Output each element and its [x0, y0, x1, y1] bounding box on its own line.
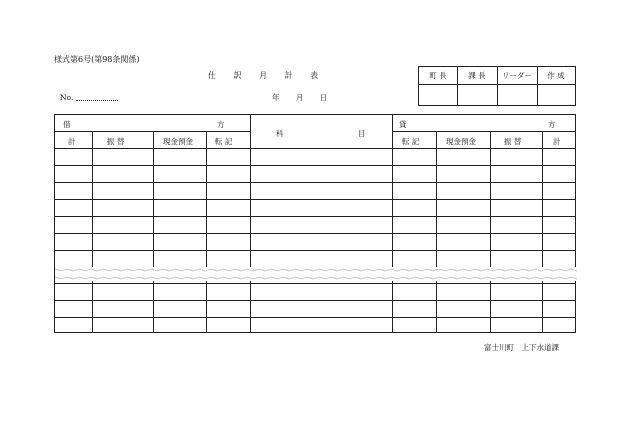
- month-label: 月: [295, 93, 306, 102]
- ledger-row-line: [55, 148, 575, 149]
- approval-header: リーダー: [497, 67, 537, 85]
- subject-label-right: 目: [358, 129, 366, 138]
- ledger-col-line: [92, 131, 93, 332]
- approval-col-creator: [537, 67, 575, 105]
- department-footer: 富士川町 上下水道課: [484, 343, 559, 352]
- credit-label-right: 方: [548, 120, 556, 129]
- date-line: [272, 92, 339, 103]
- approval-col-mayor: [419, 67, 458, 105]
- ledger-row-line: [55, 300, 575, 301]
- number-label: No.: [60, 93, 74, 102]
- ledger-row-line: [55, 182, 575, 183]
- col-header-posting: 転 記: [402, 137, 420, 146]
- ledger-row-line: [55, 165, 575, 166]
- approval-stamp-box: [418, 66, 576, 106]
- col-header-cash: 現金預金: [163, 137, 193, 146]
- ledger-header-line: [392, 131, 575, 132]
- debit-label: 借: [63, 120, 71, 129]
- ledger-row-line: [55, 317, 575, 318]
- subject-label: 科: [276, 129, 284, 138]
- credit-label: 貸: [399, 120, 407, 129]
- ledger-col-line: [542, 131, 543, 332]
- day-label: 日: [319, 93, 330, 102]
- col-header-total: 計: [553, 137, 561, 146]
- col-header-transfer: 振 替: [504, 137, 522, 146]
- ledger-row-line: [55, 233, 575, 234]
- ledger-row-line: [55, 250, 575, 251]
- approval-col-leader: [497, 67, 538, 105]
- ledger-col-line: [436, 131, 437, 332]
- document-title: 仕 訳 月 計 表: [208, 71, 325, 80]
- col-header-transfer: 振 替: [107, 137, 125, 146]
- year-label: 年: [272, 93, 282, 102]
- approval-col-section-chief: [457, 67, 498, 105]
- ledger-col-line: [206, 131, 207, 332]
- ledger-col-line: [153, 131, 154, 332]
- journal-ledger-table: [54, 114, 576, 333]
- ledger-header-line: [55, 131, 250, 132]
- ledger-col-line: [490, 131, 491, 332]
- col-header-cash: 現金預金: [446, 137, 476, 146]
- ledger-row-line: [55, 216, 575, 217]
- approval-header: 町 長: [419, 67, 457, 85]
- approval-header: 作 成: [537, 67, 575, 85]
- ledger-row-line: [55, 199, 575, 200]
- debit-label-right: 方: [217, 120, 225, 129]
- approval-header: 課 長: [457, 67, 497, 85]
- ledger-row-line: [55, 283, 575, 284]
- col-header-posting: 転 記: [215, 137, 233, 146]
- omitted-rows-break: [55, 267, 577, 281]
- form-number: 様式第6号(第98条関係): [54, 55, 140, 64]
- number-field-line: [76, 100, 118, 101]
- col-header-total: 計: [68, 137, 76, 146]
